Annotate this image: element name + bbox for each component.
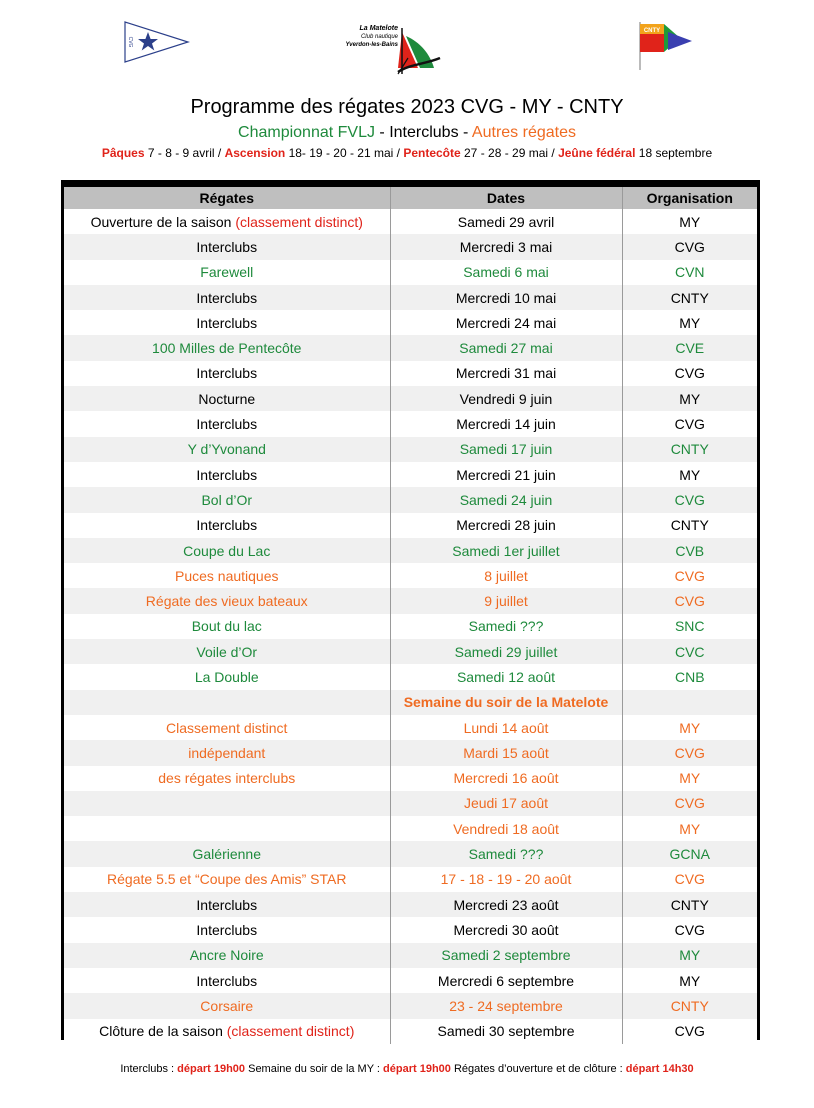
regate-name: Corsaire [200, 997, 254, 1014]
holiday-dates: 18 septembre [635, 146, 713, 160]
regate-name: des régates interclubs [158, 770, 296, 787]
subtitle-sep2: - [458, 124, 472, 141]
date-cell: Mercredi 23 août [390, 892, 622, 917]
footer-label: Régates d’ouverture et de clôture : [450, 1063, 626, 1075]
subtitle-autres: Autres régates [471, 124, 576, 141]
date-cell: 23 - 24 septembre [390, 993, 622, 1018]
regate-name: Puces nautiques [174, 567, 279, 584]
organisation-cell: CNTY [622, 993, 757, 1018]
table-row [64, 917, 757, 942]
table-row [64, 588, 757, 613]
regate-name: Interclubs [196, 365, 258, 382]
cnty-logo-text: CNTY [643, 28, 661, 34]
organisation-cell: CVG [622, 740, 757, 765]
table-row [64, 260, 757, 285]
regate-cell [64, 487, 390, 512]
date-cell: Mardi 15 août [390, 740, 622, 765]
table-row [64, 766, 757, 791]
regate-name: Interclubs [196, 972, 258, 989]
date-cell: Mercredi 10 mai [390, 285, 622, 310]
regate-cell [64, 766, 390, 791]
regate-cell [64, 563, 390, 588]
date-cell: Samedi ??? [390, 841, 622, 866]
date-cell: Samedi 29 juillet [390, 639, 622, 664]
table-row [64, 361, 757, 386]
regate-name: Bol d’Or [201, 491, 253, 508]
holidays-line [0, 146, 814, 160]
regattas-table-container [61, 180, 760, 1040]
organisation-cell: CVG [622, 1019, 757, 1044]
table-row [64, 209, 757, 234]
regate-cell [64, 791, 390, 816]
date-cell: Samedi 12 août [390, 664, 622, 689]
organisation-cell: CVG [622, 791, 757, 816]
holiday-name: Pentecôte [403, 146, 461, 160]
regate-cell [64, 664, 390, 689]
holiday-dates: 27 - 28 - 29 mai / [460, 146, 559, 160]
footer-value: départ 19h00 [177, 1063, 246, 1075]
organisation-cell: MY [622, 766, 757, 791]
footer-label: Semaine du soir de la MY : [245, 1063, 384, 1075]
table-header-row [64, 185, 757, 209]
regate-cell [64, 209, 390, 234]
regate-name: Classement distinct [166, 719, 288, 736]
organisation-cell: GCNA [622, 841, 757, 866]
regate-cell [64, 639, 390, 664]
table-row [64, 437, 757, 462]
organisation-cell: CNTY [622, 892, 757, 917]
subtitle-interclubs: Interclubs [389, 124, 459, 141]
matelote-line3: Yverdon-les-Bains [345, 42, 398, 48]
regate-note: (classement distinct) [235, 213, 363, 230]
table-row [64, 892, 757, 917]
regate-name: Voile d’Or [196, 643, 258, 660]
regate-name: Bout du lac [191, 618, 262, 635]
holiday-name: Jeûne fédéral [558, 146, 636, 160]
table-row [64, 639, 757, 664]
organisation-cell: CVG [622, 487, 757, 512]
date-cell: Mercredi 3 mai [390, 234, 622, 259]
table-row [64, 867, 757, 892]
regate-name: indépendant [188, 744, 266, 761]
organisation-cell: CVC [622, 639, 757, 664]
regate-cell [64, 285, 390, 310]
regate-name: Galérienne [192, 846, 261, 863]
regate-cell [64, 386, 390, 411]
page-subtitle [0, 124, 814, 142]
table-row [64, 715, 757, 740]
regate-name: Farewell [200, 264, 254, 281]
organisation-cell: CVG [622, 867, 757, 892]
organisation-cell: MY [622, 386, 757, 411]
organisation-cell: CVG [622, 411, 757, 436]
table-row [64, 841, 757, 866]
date-cell: Samedi 17 juin [390, 437, 622, 462]
holiday-name: Pâques [101, 146, 145, 160]
organisation-cell: SNC [622, 614, 757, 639]
table-row [64, 462, 757, 487]
regate-name: Interclubs [196, 466, 258, 483]
organisation-cell: CVE [622, 335, 757, 360]
regate-cell [64, 260, 390, 285]
table-row [64, 285, 757, 310]
regate-cell [64, 943, 390, 968]
organisation-cell: CVN [622, 260, 757, 285]
regate-cell [64, 437, 390, 462]
subtitle-sep1: - [374, 124, 390, 141]
regate-cell [64, 614, 390, 639]
regate-name: Interclubs [196, 416, 258, 433]
regate-cell [64, 816, 390, 841]
regate-name: La Double [194, 668, 259, 685]
table-row [64, 335, 757, 360]
date-cell: Mercredi 21 juin [390, 462, 622, 487]
regate-cell [64, 841, 390, 866]
regate-cell [64, 690, 390, 715]
regate-cell [64, 310, 390, 335]
table-row [64, 310, 757, 335]
table-row [64, 690, 757, 715]
header-regates: Régates [64, 185, 390, 209]
date-cell: Samedi 1er juillet [390, 538, 622, 563]
table-row [64, 234, 757, 259]
date-cell: Samedi 30 septembre [390, 1019, 622, 1044]
regate-cell [64, 993, 390, 1018]
regate-cell [64, 361, 390, 386]
regate-name: Régate 5.5 et “Coupe des Amis” STAR [107, 871, 347, 888]
organisation-cell: CVB [622, 538, 757, 563]
table-row [64, 563, 757, 588]
regate-cell [64, 892, 390, 917]
holiday-dates: 7 - 8 - 9 avril / [144, 146, 225, 160]
organisation-cell [622, 690, 757, 715]
date-cell: Mercredi 24 mai [390, 310, 622, 335]
footer-label: Interclubs : [120, 1063, 178, 1075]
table-row [64, 791, 757, 816]
regate-cell [64, 335, 390, 360]
date-cell: Mercredi 6 septembre [390, 968, 622, 993]
date-cell: Mercredi 31 mai [390, 361, 622, 386]
organisation-cell: CVG [622, 563, 757, 588]
table-row [64, 614, 757, 639]
organisation-cell: CNB [622, 664, 757, 689]
organisation-cell: MY [622, 462, 757, 487]
regate-name: Y d’Yvonand [187, 441, 266, 458]
holiday-dates: 18- 19 - 20 - 21 mai / [285, 146, 404, 160]
regate-name: Clôture de la saison [99, 1023, 227, 1040]
regate-cell [64, 968, 390, 993]
matelote-line1: La Matelote [359, 25, 398, 32]
table-row [64, 538, 757, 563]
table-row [64, 816, 757, 841]
regate-cell [64, 917, 390, 942]
table-row [64, 487, 757, 512]
regate-cell [64, 1019, 390, 1044]
regate-cell [64, 740, 390, 765]
regattas-table [64, 183, 757, 1044]
regate-name: Nocturne [198, 390, 256, 407]
regate-name: 100 Milles de Pentecôte [152, 340, 302, 357]
regate-name: Interclubs [196, 921, 258, 938]
regate-name: Ouverture de la saison [90, 213, 236, 230]
date-cell: Jeudi 17 août [390, 791, 622, 816]
organisation-cell: CNTY [622, 513, 757, 538]
date-cell: Vendredi 18 août [390, 816, 622, 841]
organisation-cell: CVG [622, 917, 757, 942]
table-row [64, 740, 757, 765]
date-cell: Mercredi 16 août [390, 766, 622, 791]
date-cell: Mercredi 30 août [390, 917, 622, 942]
date-cell: Mercredi 28 juin [390, 513, 622, 538]
date-cell: 17 - 18 - 19 - 20 août [390, 867, 622, 892]
holiday-name: Ascension [224, 146, 286, 160]
regate-cell [64, 462, 390, 487]
regate-name: Interclubs [196, 896, 258, 913]
regate-name: Interclubs [196, 314, 258, 331]
organisation-cell: MY [622, 968, 757, 993]
date-cell: Samedi 24 juin [390, 487, 622, 512]
organisation-cell: CVG [622, 361, 757, 386]
table-row [64, 386, 757, 411]
subtitle-championnat: Championnat FVLJ [238, 124, 375, 141]
logos-bar [0, 14, 814, 80]
header-organisation: Organisation [622, 185, 757, 209]
regate-cell [64, 538, 390, 563]
cvg-burgee-logo [122, 20, 192, 64]
date-cell: Samedi 29 avril [390, 209, 622, 234]
table-row [64, 943, 757, 968]
regate-cell [64, 588, 390, 613]
table-row [64, 411, 757, 436]
footer-notes [0, 1063, 814, 1075]
regate-cell [64, 513, 390, 538]
regate-note: (classement distinct) [226, 1023, 355, 1040]
footer-value: départ 14h30 [625, 1063, 694, 1075]
organisation-cell: CVG [622, 234, 757, 259]
page-title: Programme des régates 2023 CVG - MY - CNTY [190, 96, 624, 118]
table-body [64, 209, 757, 1044]
cnty-burgee-logo [636, 20, 696, 70]
regate-cell [64, 411, 390, 436]
regate-cell [64, 867, 390, 892]
organisation-cell: MY [622, 715, 757, 740]
date-cell: Samedi 2 septembre [390, 943, 622, 968]
matelote-club-logo [340, 18, 450, 80]
regate-cell [64, 234, 390, 259]
date-cell: Lundi 14 août [390, 715, 622, 740]
date-cell: 8 juillet [390, 563, 622, 588]
date-cell: Semaine du soir de la Matelote [390, 690, 622, 715]
regate-name: Ancre Noire [189, 947, 264, 964]
organisation-cell: CVG [622, 588, 757, 613]
organisation-cell: CNTY [622, 285, 757, 310]
cvg-logo-text: CVG [127, 36, 133, 48]
regate-name: Coupe du Lac [183, 542, 271, 559]
organisation-cell: MY [622, 943, 757, 968]
organisation-cell: MY [622, 816, 757, 841]
table-row [64, 968, 757, 993]
organisation-cell: MY [622, 209, 757, 234]
table-row [64, 513, 757, 538]
header-dates: Dates [390, 185, 622, 209]
date-cell: 9 juillet [390, 588, 622, 613]
table-row [64, 1019, 757, 1044]
date-cell: Samedi 27 mai [390, 335, 622, 360]
date-cell: Samedi ??? [390, 614, 622, 639]
regate-name: Interclubs [196, 517, 258, 534]
regate-name: Interclubs [196, 289, 258, 306]
date-cell: Vendredi 9 juin [390, 386, 622, 411]
table-row [64, 664, 757, 689]
regate-cell [64, 715, 390, 740]
table-row [64, 993, 757, 1018]
date-cell: Mercredi 14 juin [390, 411, 622, 436]
regate-name: Régate des vieux bateaux [145, 593, 308, 610]
organisation-cell: CNTY [622, 437, 757, 462]
organisation-cell: MY [622, 310, 757, 335]
footer-value: départ 19h00 [383, 1063, 451, 1075]
regate-name: Interclubs [196, 238, 258, 255]
date-cell: Samedi 6 mai [390, 260, 622, 285]
matelote-line2: Club nautique [360, 34, 398, 40]
